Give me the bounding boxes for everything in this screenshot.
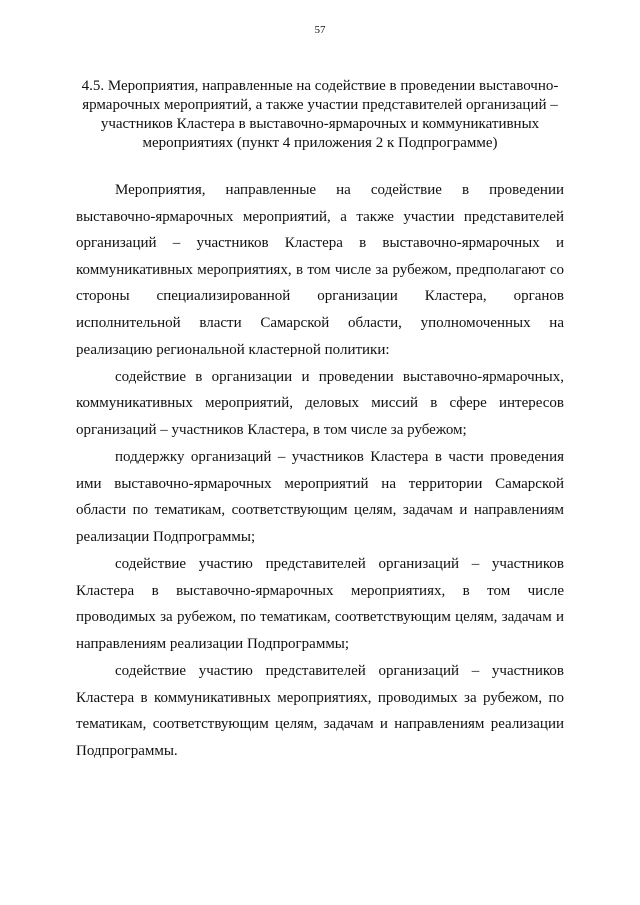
body-paragraph-item-3: содействие участию представителей организаций – участников Кластера в выставочно-ярмарочных мероприятиях, в том числе проводимых за рубежом, по тематикам, соответствующим целям, задачам и направлениям реализации Подпрограммы;	[76, 556, 564, 652]
section-heading: 4.5. Мероприятия, направленные на содействие в проведении выставочно-ярмарочных мероприятий, а также участии представителей организаций – участников Кластера в выставочно-ярмарочных и коммуникативных мероприятиях (пункт 4 приложения 2 к Подпрограмме)	[81, 78, 559, 151]
body-paragraph-item-4: содействие участию представителей организаций – участников Кластера в коммуникативных мероприятиях, проводимых за рубежом, по тематикам, соответствующим целям, задачам и направлениям реализации Подпрограммы.	[76, 663, 564, 759]
body-paragraph-intro: Мероприятия, направленные на содействие в проведении выставочно-ярмарочных мероприятий, а также участии представителей организаций – участников Кластера в выставочно-ярмарочных и коммуникативных мероприятиях, в том числе за рубежом, предполагают со стороны специализированной организации Кластера, органов исполнительной власти Самарской области, уполномоченных на реализацию региональной кластерной политики:	[76, 182, 564, 358]
body-paragraph-item-2: поддержку организаций – участников Кластера в части проведения ими выставочно-ярмарочных мероприятий на территории Самарской области по тематикам, соответствующим целям, задачам и направлениям реализации Подпрограммы;	[76, 449, 564, 545]
page-number: 57	[314, 24, 326, 36]
section-body	[76, 177, 564, 764]
body-paragraph-item-1: содействие в организации и проведении выставочно-ярмарочных, коммуникативных мероприятий, деловых миссий в сфере интересов организаций – участников Кластера, в том числе за рубежом;	[76, 368, 564, 438]
